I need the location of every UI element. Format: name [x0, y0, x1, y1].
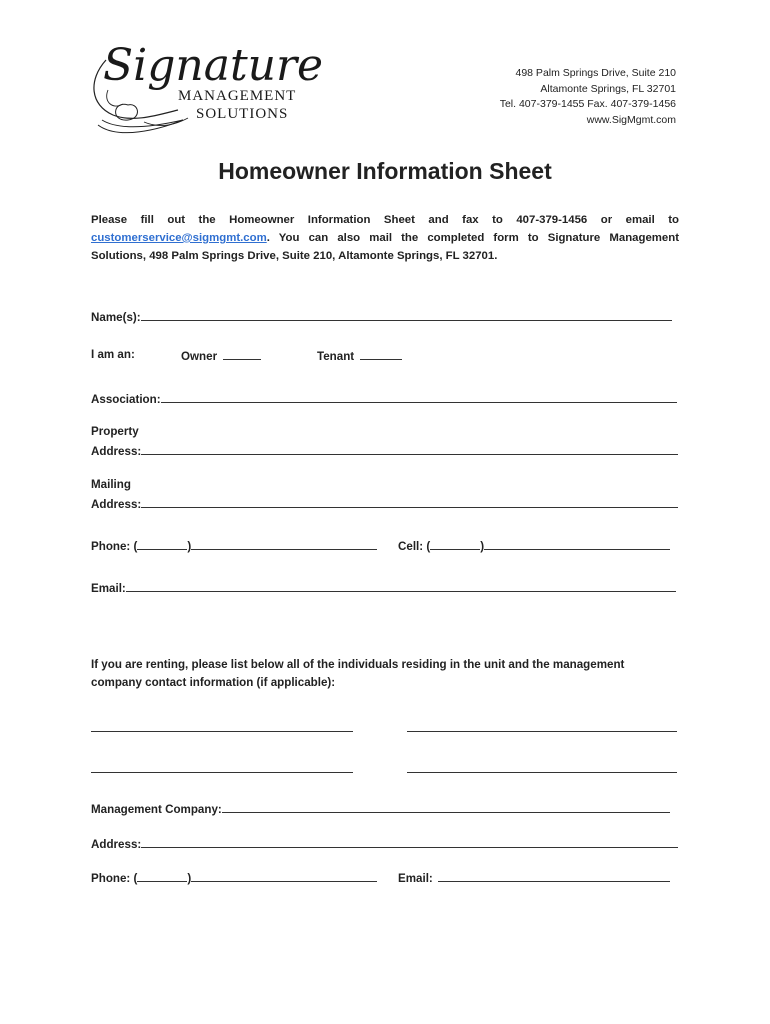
management-address-input[interactable] — [141, 836, 678, 848]
customer-service-email-link[interactable]: customerservice@sigmgmt.com — [91, 232, 267, 244]
mailing-address-row — [91, 496, 678, 511]
mailing-label: Mailing — [91, 478, 131, 491]
association-label: Association: — [91, 393, 161, 406]
phone-paren-close: ) — [187, 540, 192, 553]
logo-solutions: SOLUTIONS — [196, 106, 289, 122]
association-row — [91, 391, 677, 406]
phone-number-input[interactable] — [191, 538, 377, 550]
cell-paren-close: ) — [480, 540, 485, 553]
page-title: Homeowner Information Sheet — [218, 158, 552, 184]
owner-option — [181, 348, 261, 363]
association-input[interactable] — [161, 391, 677, 403]
property-label: Property — [91, 425, 139, 438]
intro-line-3: Solutions, 498 Palm Springs Drive, Suite 210, Altamonte Springs, FL 32701. — [91, 250, 498, 262]
owner-checkbox-blank[interactable] — [223, 348, 261, 360]
renting-instructions — [91, 656, 624, 692]
management-email-row — [398, 870, 670, 885]
email-input[interactable] — [126, 580, 676, 592]
resident-2-blank[interactable] — [407, 731, 677, 732]
address-line-city: Altamonte Springs, FL 32701 — [540, 82, 676, 95]
resident-1-blank[interactable] — [91, 731, 353, 732]
company-logo — [88, 30, 328, 140]
management-address-label: Address: — [91, 838, 142, 851]
cell-area-code-input[interactable] — [430, 538, 480, 550]
cell-row — [398, 538, 670, 553]
names-label: Name(s): — [91, 311, 141, 324]
email-label: Email: — [91, 582, 126, 595]
cell-number-input[interactable] — [484, 538, 670, 550]
property-address-label: Address: — [91, 445, 142, 458]
intro-paragraph — [91, 211, 679, 265]
intro-line-1: Please fill out the Homeowner Information Sheet and fax to 407-379-1456 or email to — [91, 214, 679, 226]
address-line-street: 498 Palm Springs Drive, Suite 210 — [515, 67, 676, 79]
phone-label: Phone: ( — [91, 540, 138, 553]
phone-area-code-input[interactable] — [137, 538, 187, 550]
management-email-input[interactable] — [438, 870, 670, 882]
management-phone-number-input[interactable] — [191, 870, 377, 882]
mailing-address-label: Address: — [91, 498, 142, 511]
owner-label: Owner — [181, 350, 218, 363]
mailing-address-input[interactable] — [141, 496, 678, 508]
management-address-row — [91, 836, 678, 851]
tenant-label: Tenant — [317, 350, 355, 363]
intro-line-2: . You can also mail the completed form to Signature Management — [266, 232, 679, 244]
names-input[interactable] — [141, 309, 672, 321]
i-am-an-label: I am an: — [91, 348, 135, 361]
address-line-website: www.SigMgmt.com — [586, 113, 676, 126]
management-company-label: Management Company: — [91, 803, 222, 816]
resident-4-blank[interactable] — [407, 772, 677, 773]
management-phone-paren-close: ) — [187, 872, 192, 885]
email-row — [91, 580, 676, 595]
resident-3-blank[interactable] — [91, 772, 353, 773]
tenant-option — [317, 348, 402, 363]
company-address — [500, 66, 676, 128]
management-email-label: Email: — [398, 872, 433, 885]
management-phone-area-code-input[interactable] — [137, 870, 187, 882]
property-address-input[interactable] — [141, 443, 678, 455]
logo-management: MANAGEMENT — [178, 88, 297, 104]
names-row — [91, 309, 672, 324]
management-phone-label: Phone: ( — [91, 872, 138, 885]
property-address-row — [91, 443, 678, 458]
cell-label: Cell: ( — [398, 540, 431, 553]
management-company-input[interactable] — [222, 801, 670, 813]
logo-wordmark: Signature — [103, 40, 324, 91]
phone-row — [91, 538, 377, 553]
address-line-phone: Tel. 407-379-1455 Fax. 407-379-1456 — [499, 98, 676, 110]
renting-text-line-1: If you are renting, please list below all of the individuals residing in the unit and the management — [91, 658, 625, 671]
management-company-row — [91, 801, 670, 816]
renting-text-line-2: company contact information (if applicable): — [91, 676, 336, 689]
management-phone-row — [91, 870, 377, 885]
tenant-checkbox-blank[interactable] — [360, 348, 402, 360]
